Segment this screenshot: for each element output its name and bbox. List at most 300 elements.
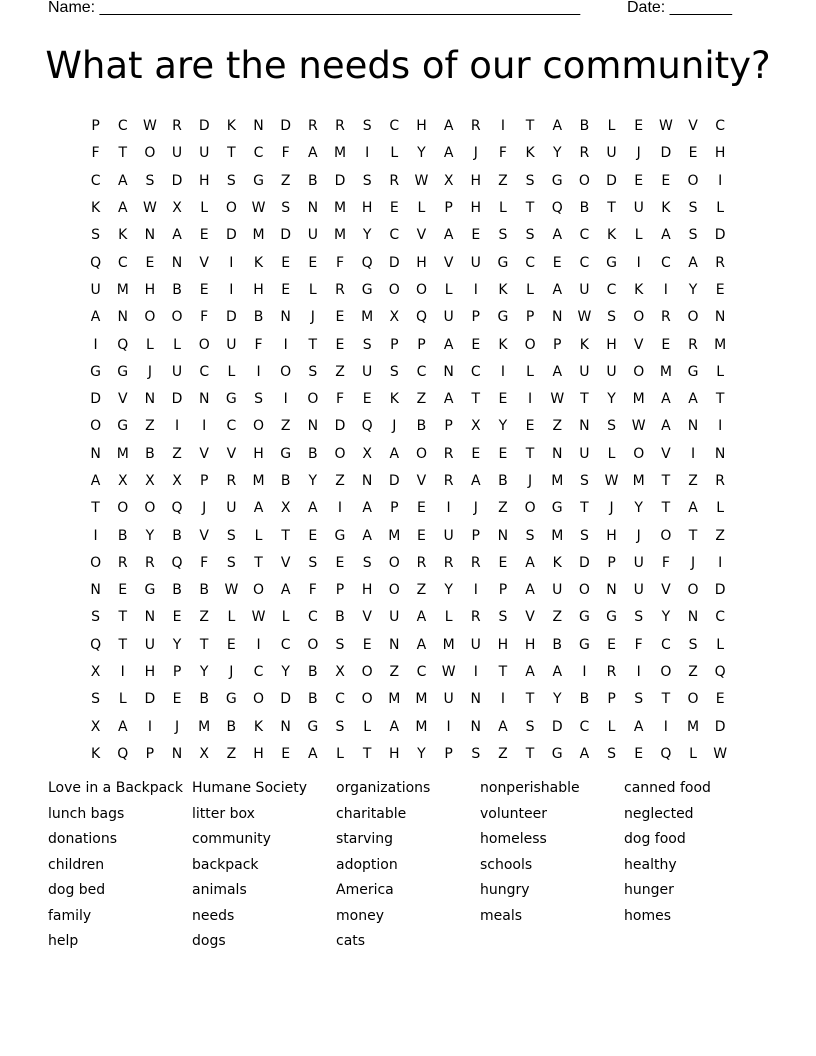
grid-letter[interactable]: E bbox=[199, 281, 209, 298]
grid-letter[interactable]: S bbox=[362, 336, 372, 353]
grid-letter[interactable]: J bbox=[690, 554, 696, 571]
grid-letter[interactable]: T bbox=[661, 691, 671, 708]
grid-letter[interactable]: C bbox=[715, 609, 726, 626]
grid-letter[interactable]: Q bbox=[361, 418, 373, 435]
grid-letter[interactable]: A bbox=[552, 664, 563, 681]
grid-letter[interactable]: N bbox=[90, 445, 101, 462]
grid-letter[interactable]: A bbox=[308, 145, 318, 162]
grid-letter[interactable]: U bbox=[633, 200, 644, 217]
grid-letter[interactable]: I bbox=[283, 391, 288, 408]
grid-letter[interactable]: A bbox=[443, 118, 454, 135]
grid-letter[interactable]: I bbox=[582, 664, 587, 681]
grid-letter[interactable]: D bbox=[388, 473, 400, 489]
grid-letter[interactable]: I bbox=[718, 554, 723, 571]
grid-letter[interactable]: Q bbox=[714, 664, 726, 681]
grid-letter[interactable]: W bbox=[631, 418, 646, 435]
grid-letter[interactable]: E bbox=[172, 609, 182, 626]
grid-letter[interactable]: M bbox=[252, 473, 265, 489]
grid-letter[interactable]: O bbox=[388, 582, 400, 599]
grid-letter[interactable]: S bbox=[226, 554, 236, 571]
grid-letter[interactable]: R bbox=[606, 664, 617, 681]
grid-letter[interactable]: X bbox=[389, 309, 400, 326]
grid-letter[interactable]: D bbox=[579, 554, 590, 571]
grid-letter[interactable]: N bbox=[90, 582, 101, 599]
grid-letter[interactable]: F bbox=[254, 336, 263, 353]
grid-letter[interactable]: I bbox=[718, 418, 723, 435]
grid-letter[interactable]: D bbox=[334, 172, 346, 189]
grid-letter[interactable]: C bbox=[280, 636, 291, 653]
grid-letter[interactable]: L bbox=[173, 336, 181, 353]
grid-letter[interactable]: Z bbox=[199, 609, 209, 626]
grid-letter[interactable]: K bbox=[579, 336, 589, 353]
grid-letter[interactable]: I bbox=[283, 336, 288, 353]
grid-letter[interactable]: O bbox=[687, 172, 699, 189]
grid-letter[interactable]: P bbox=[91, 118, 100, 135]
grid-letter[interactable]: U bbox=[171, 145, 183, 162]
grid-letter[interactable]: H bbox=[253, 281, 264, 298]
grid-letter[interactable]: K bbox=[634, 281, 644, 298]
grid-letter[interactable]: I bbox=[500, 118, 505, 135]
grid-letter[interactable]: E bbox=[281, 281, 291, 298]
grid-letter[interactable]: H bbox=[253, 445, 264, 462]
grid-letter[interactable]: B bbox=[226, 718, 237, 735]
grid-letter[interactable]: U bbox=[470, 636, 481, 653]
grid-letter[interactable]: S bbox=[91, 227, 101, 244]
grid-letter[interactable]: R bbox=[579, 145, 590, 162]
grid-letter[interactable]: S bbox=[579, 473, 589, 489]
grid-letter[interactable]: C bbox=[470, 363, 481, 380]
grid-letter[interactable]: Q bbox=[171, 554, 183, 571]
grid-letter[interactable]: H bbox=[606, 336, 617, 353]
grid-letter[interactable]: N bbox=[551, 309, 563, 326]
grid-letter[interactable]: J bbox=[636, 527, 641, 544]
grid-letter[interactable]: N bbox=[389, 636, 400, 653]
grid-letter[interactable]: A bbox=[443, 145, 454, 162]
grid-letter[interactable]: W bbox=[142, 118, 157, 135]
grid-letter[interactable]: I bbox=[636, 664, 641, 681]
grid-letter[interactable]: O bbox=[90, 554, 102, 571]
grid-letter[interactable]: P bbox=[390, 500, 399, 517]
grid-letter[interactable]: G bbox=[334, 527, 346, 544]
grid-letter[interactable]: X bbox=[280, 500, 291, 517]
grid-letter[interactable]: I bbox=[174, 418, 180, 435]
grid-letter[interactable]: V bbox=[280, 554, 291, 571]
grid-letter[interactable]: O bbox=[524, 336, 536, 353]
grid-letter[interactable]: A bbox=[117, 200, 128, 217]
grid-letter[interactable]: L bbox=[227, 609, 236, 626]
grid-letter[interactable]: R bbox=[416, 554, 427, 571]
grid-letter[interactable]: I bbox=[500, 691, 505, 708]
grid-letter[interactable]: W bbox=[224, 582, 239, 599]
grid-letter[interactable]: U bbox=[579, 363, 590, 380]
grid-letter[interactable]: C bbox=[253, 145, 264, 162]
grid-letter[interactable]: T bbox=[525, 118, 535, 135]
grid-letter[interactable]: A bbox=[498, 718, 508, 735]
grid-letter[interactable]: K bbox=[226, 118, 236, 135]
grid-letter[interactable]: C bbox=[389, 118, 400, 135]
grid-letter[interactable]: R bbox=[688, 336, 698, 353]
grid-letter[interactable]: F bbox=[661, 554, 670, 571]
grid-letter[interactable]: X bbox=[470, 418, 481, 435]
grid-letter[interactable]: O bbox=[633, 445, 645, 462]
grid-letter[interactable]: M bbox=[333, 227, 347, 244]
grid-letter[interactable]: J bbox=[473, 500, 478, 517]
grid-letter[interactable]: V bbox=[661, 445, 671, 462]
grid-letter[interactable]: O bbox=[117, 500, 129, 517]
grid-letter[interactable]: S bbox=[498, 227, 508, 244]
grid-letter[interactable]: A bbox=[688, 500, 698, 517]
grid-letter[interactable]: H bbox=[416, 254, 427, 271]
grid-letter[interactable]: Z bbox=[688, 473, 698, 489]
grid-letter[interactable]: I bbox=[500, 363, 505, 380]
grid-letter[interactable]: E bbox=[715, 691, 725, 708]
grid-letter[interactable]: S bbox=[308, 554, 318, 571]
grid-letter[interactable]: L bbox=[254, 527, 263, 544]
grid-letter[interactable]: O bbox=[660, 664, 672, 681]
grid-letter[interactable]: N bbox=[198, 391, 210, 408]
grid-letter[interactable]: C bbox=[715, 118, 726, 135]
grid-letter[interactable]: L bbox=[336, 745, 344, 762]
grid-letter[interactable]: E bbox=[335, 554, 345, 571]
grid-letter[interactable]: L bbox=[390, 145, 399, 162]
grid-letter[interactable]: T bbox=[362, 745, 372, 762]
grid-letter[interactable]: N bbox=[551, 445, 563, 462]
grid-letter[interactable]: N bbox=[579, 418, 590, 435]
grid-letter[interactable]: W bbox=[713, 745, 728, 762]
grid-letter[interactable]: E bbox=[281, 745, 291, 762]
grid-letter[interactable]: E bbox=[471, 227, 481, 244]
grid-letter[interactable]: H bbox=[361, 200, 373, 217]
grid-letter[interactable]: S bbox=[91, 609, 101, 626]
grid-letter[interactable]: B bbox=[308, 691, 318, 708]
grid-letter[interactable]: B bbox=[308, 445, 318, 462]
grid-letter[interactable]: T bbox=[281, 527, 290, 544]
grid-letter[interactable]: D bbox=[280, 227, 292, 244]
grid-letter[interactable]: A bbox=[90, 473, 101, 489]
grid-letter[interactable]: C bbox=[579, 254, 590, 271]
grid-letter[interactable]: H bbox=[198, 172, 210, 189]
grid-letter[interactable]: I bbox=[365, 145, 370, 162]
grid-letter[interactable]: D bbox=[144, 691, 156, 708]
grid-letter[interactable]: A bbox=[443, 391, 454, 408]
grid-letter[interactable]: S bbox=[226, 172, 236, 189]
grid-letter[interactable]: L bbox=[499, 200, 507, 217]
grid-letter[interactable]: N bbox=[144, 391, 156, 408]
grid-letter[interactable]: O bbox=[415, 445, 427, 462]
grid-letter[interactable]: S bbox=[335, 636, 345, 653]
grid-letter[interactable]: A bbox=[661, 227, 671, 244]
grid-letter[interactable]: Z bbox=[280, 418, 291, 435]
grid-letter[interactable]: N bbox=[470, 718, 481, 735]
grid-letter[interactable]: E bbox=[634, 745, 644, 762]
grid-letter[interactable]: I bbox=[690, 445, 696, 462]
grid-letter[interactable]: C bbox=[307, 609, 318, 626]
grid-letter[interactable]: B bbox=[172, 527, 182, 544]
grid-letter[interactable]: D bbox=[714, 718, 726, 735]
grid-letter[interactable]: L bbox=[716, 636, 725, 653]
grid-letter[interactable]: T bbox=[661, 500, 671, 517]
grid-letter[interactable]: B bbox=[579, 691, 590, 708]
grid-letter[interactable]: A bbox=[688, 391, 698, 408]
grid-letter[interactable]: M bbox=[714, 336, 727, 353]
grid-letter[interactable]: Y bbox=[444, 582, 453, 599]
grid-letter[interactable]: A bbox=[525, 664, 535, 681]
grid-letter[interactable]: X bbox=[90, 718, 101, 735]
grid-letter[interactable]: I bbox=[528, 391, 533, 408]
grid-letter[interactable]: T bbox=[661, 473, 671, 489]
grid-letter[interactable]: Q bbox=[171, 500, 183, 517]
grid-letter[interactable]: M bbox=[388, 691, 401, 708]
grid-letter[interactable]: I bbox=[636, 254, 641, 271]
grid-letter[interactable]: U bbox=[552, 582, 563, 599]
grid-letter[interactable]: G bbox=[117, 363, 129, 380]
grid-letter[interactable]: P bbox=[172, 664, 182, 681]
grid-letter[interactable]: O bbox=[144, 500, 156, 517]
grid-letter[interactable]: X bbox=[117, 473, 128, 489]
grid-letter[interactable]: S bbox=[145, 172, 155, 189]
grid-letter[interactable]: U bbox=[199, 145, 210, 162]
grid-letter[interactable]: H bbox=[416, 118, 427, 135]
grid-letter[interactable]: L bbox=[607, 118, 616, 135]
grid-letter[interactable]: O bbox=[253, 691, 265, 708]
grid-letter[interactable]: B bbox=[117, 527, 128, 544]
grid-letter[interactable]: N bbox=[443, 363, 454, 380]
grid-letter[interactable]: B bbox=[145, 445, 155, 462]
grid-letter[interactable]: E bbox=[498, 554, 508, 571]
grid-letter[interactable]: M bbox=[333, 145, 347, 162]
grid-letter[interactable]: S bbox=[471, 745, 481, 762]
grid-letter[interactable]: S bbox=[688, 227, 698, 244]
grid-letter[interactable]: Q bbox=[361, 254, 373, 271]
grid-letter[interactable]: S bbox=[525, 718, 535, 735]
grid-letter[interactable]: S bbox=[308, 363, 318, 380]
grid-letter[interactable]: E bbox=[417, 527, 426, 544]
grid-letter[interactable]: T bbox=[498, 664, 508, 681]
grid-letter[interactable]: A bbox=[688, 254, 698, 271]
grid-letter[interactable]: C bbox=[335, 691, 345, 708]
grid-letter[interactable]: A bbox=[470, 473, 481, 489]
grid-letter[interactable]: A bbox=[308, 745, 318, 762]
grid-letter[interactable]: B bbox=[172, 281, 182, 298]
grid-letter[interactable]: D bbox=[225, 227, 237, 244]
grid-letter[interactable]: S bbox=[389, 363, 399, 380]
grid-letter[interactable]: F bbox=[308, 582, 317, 599]
grid-letter[interactable]: H bbox=[524, 636, 536, 653]
grid-letter[interactable]: E bbox=[634, 172, 644, 189]
grid-letter[interactable]: I bbox=[473, 582, 478, 599]
grid-letter[interactable]: M bbox=[442, 636, 455, 653]
grid-letter[interactable]: J bbox=[636, 145, 641, 162]
grid-letter[interactable]: K bbox=[118, 227, 128, 244]
grid-letter[interactable]: L bbox=[716, 200, 725, 217]
grid-letter[interactable]: R bbox=[443, 473, 454, 489]
grid-letter[interactable]: U bbox=[226, 336, 237, 353]
grid-letter[interactable]: W bbox=[550, 391, 565, 408]
grid-letter[interactable]: U bbox=[171, 363, 183, 380]
grid-letter[interactable]: Y bbox=[281, 664, 290, 681]
grid-letter[interactable]: W bbox=[142, 200, 157, 217]
grid-letter[interactable]: O bbox=[144, 145, 156, 162]
grid-letter[interactable]: G bbox=[90, 363, 101, 380]
grid-letter[interactable]: Z bbox=[688, 664, 698, 681]
grid-letter[interactable]: J bbox=[310, 309, 315, 326]
grid-letter[interactable]: D bbox=[198, 118, 210, 135]
grid-letter[interactable]: L bbox=[526, 281, 534, 298]
grid-letter[interactable]: N bbox=[253, 118, 264, 135]
grid-letter[interactable]: T bbox=[580, 391, 589, 408]
grid-letter[interactable]: C bbox=[90, 172, 101, 189]
grid-letter[interactable]: B bbox=[199, 691, 209, 708]
grid-letter[interactable]: G bbox=[361, 281, 373, 298]
grid-letter[interactable]: D bbox=[714, 227, 726, 244]
grid-letter[interactable]: O bbox=[225, 200, 237, 217]
grid-letter[interactable]: E bbox=[308, 254, 318, 271]
grid-letter[interactable]: L bbox=[444, 609, 453, 626]
grid-letter[interactable]: T bbox=[227, 145, 236, 162]
grid-letter[interactable]: D bbox=[90, 391, 101, 408]
grid-letter[interactable]: N bbox=[171, 254, 183, 271]
grid-letter[interactable]: O bbox=[660, 527, 672, 544]
grid-letter[interactable]: J bbox=[392, 418, 397, 435]
grid-letter[interactable]: Q bbox=[90, 636, 102, 653]
grid-letter[interactable]: S bbox=[362, 118, 372, 135]
grid-letter[interactable]: F bbox=[200, 554, 209, 571]
grid-letter[interactable]: A bbox=[633, 718, 644, 735]
grid-letter[interactable]: Q bbox=[117, 336, 129, 353]
grid-letter[interactable]: J bbox=[528, 473, 533, 489]
grid-letter[interactable]: P bbox=[444, 418, 453, 435]
grid-letter[interactable]: T bbox=[118, 636, 128, 653]
grid-letter[interactable]: I bbox=[229, 281, 234, 298]
grid-letter[interactable]: O bbox=[280, 363, 292, 380]
grid-letter[interactable]: T bbox=[525, 200, 535, 217]
grid-letter[interactable]: P bbox=[390, 336, 399, 353]
grid-letter[interactable]: K bbox=[253, 718, 264, 735]
grid-letter[interactable]: I bbox=[446, 500, 451, 517]
grid-letter[interactable]: G bbox=[225, 691, 237, 708]
grid-letter[interactable]: O bbox=[388, 281, 400, 298]
grid-letter[interactable]: S bbox=[525, 172, 535, 189]
grid-letter[interactable]: L bbox=[281, 609, 290, 626]
grid-letter[interactable]: G bbox=[225, 391, 237, 408]
grid-letter[interactable]: B bbox=[199, 582, 209, 599]
grid-letter[interactable]: M bbox=[116, 281, 129, 298]
grid-letter[interactable]: S bbox=[226, 527, 236, 544]
grid-letter[interactable]: H bbox=[606, 527, 617, 544]
grid-letter[interactable]: D bbox=[280, 691, 292, 708]
grid-letter[interactable]: W bbox=[414, 172, 429, 189]
grid-letter[interactable]: P bbox=[417, 336, 426, 353]
grid-letter[interactable]: C bbox=[525, 254, 535, 271]
grid-letter[interactable]: T bbox=[525, 745, 535, 762]
grid-letter[interactable]: V bbox=[416, 227, 427, 244]
grid-letter[interactable]: H bbox=[144, 281, 156, 298]
grid-letter[interactable]: V bbox=[199, 445, 209, 462]
grid-letter[interactable]: A bbox=[552, 118, 563, 135]
grid-letter[interactable]: U bbox=[443, 309, 454, 326]
grid-letter[interactable]: I bbox=[718, 172, 723, 189]
grid-letter[interactable]: N bbox=[307, 418, 319, 435]
grid-letter[interactable]: O bbox=[198, 336, 210, 353]
grid-letter[interactable]: A bbox=[117, 172, 128, 189]
grid-letter[interactable]: S bbox=[498, 609, 508, 626]
grid-letter[interactable]: D bbox=[334, 418, 346, 435]
grid-letter[interactable]: K bbox=[90, 745, 101, 762]
grid-letter[interactable]: J bbox=[229, 664, 234, 681]
grid-letter[interactable]: A bbox=[308, 500, 318, 517]
grid-letter[interactable]: Z bbox=[280, 172, 291, 189]
grid-letter[interactable]: C bbox=[226, 418, 237, 435]
grid-letter[interactable]: E bbox=[389, 200, 399, 217]
grid-letter[interactable]: L bbox=[716, 363, 725, 380]
grid-letter[interactable]: Y bbox=[607, 391, 616, 408]
grid-letter[interactable]: C bbox=[660, 254, 671, 271]
grid-letter[interactable]: L bbox=[363, 718, 372, 735]
grid-letter[interactable]: P bbox=[199, 473, 209, 489]
grid-letter[interactable]: J bbox=[473, 145, 478, 162]
grid-letter[interactable]: T bbox=[254, 554, 263, 571]
grid-letter[interactable]: J bbox=[202, 500, 207, 517]
grid-letter[interactable]: C bbox=[660, 636, 671, 653]
grid-letter[interactable]: U bbox=[90, 281, 101, 298]
grid-letter[interactable]: M bbox=[659, 363, 672, 380]
grid-letter[interactable]: F bbox=[281, 145, 290, 162]
grid-letter[interactable]: C bbox=[117, 254, 128, 271]
grid-letter[interactable]: Y bbox=[498, 418, 508, 435]
grid-letter[interactable]: K bbox=[253, 254, 264, 271]
grid-letter[interactable]: E bbox=[607, 636, 616, 653]
grid-letter[interactable]: B bbox=[498, 473, 508, 489]
grid-letter[interactable]: T bbox=[580, 500, 589, 517]
grid-letter[interactable]: E bbox=[715, 281, 725, 298]
grid-letter[interactable]: Z bbox=[552, 609, 563, 626]
grid-letter[interactable]: R bbox=[715, 473, 726, 489]
grid-letter[interactable]: E bbox=[362, 391, 372, 408]
grid-letter[interactable]: O bbox=[144, 309, 156, 326]
grid-letter[interactable]: M bbox=[551, 473, 564, 489]
grid-letter[interactable]: A bbox=[443, 227, 454, 244]
grid-letter[interactable]: E bbox=[525, 418, 535, 435]
grid-letter[interactable]: N bbox=[280, 718, 291, 735]
grid-letter[interactable]: M bbox=[415, 691, 428, 708]
grid-letter[interactable]: N bbox=[361, 473, 373, 489]
grid-letter[interactable]: W bbox=[251, 609, 266, 626]
grid-letter[interactable]: H bbox=[253, 745, 264, 762]
grid-letter[interactable]: S bbox=[362, 554, 372, 571]
grid-letter[interactable]: O bbox=[578, 172, 590, 189]
grid-letter[interactable]: N bbox=[687, 609, 699, 626]
grid-letter[interactable]: V bbox=[226, 445, 237, 462]
grid-letter[interactable]: F bbox=[634, 636, 643, 653]
grid-letter[interactable]: S bbox=[362, 172, 372, 189]
grid-letter[interactable]: O bbox=[307, 391, 319, 408]
grid-letter[interactable]: I bbox=[663, 281, 668, 298]
grid-letter[interactable]: O bbox=[334, 445, 346, 462]
grid-letter[interactable]: O bbox=[415, 281, 427, 298]
grid-letter[interactable]: L bbox=[227, 363, 236, 380]
grid-letter[interactable]: B bbox=[280, 473, 291, 489]
grid-letter[interactable]: F bbox=[335, 254, 345, 271]
grid-letter[interactable]: S bbox=[525, 227, 535, 244]
grid-letter[interactable]: W bbox=[658, 118, 673, 135]
grid-letter[interactable]: I bbox=[663, 718, 668, 735]
grid-letter[interactable]: A bbox=[661, 391, 671, 408]
grid-letter[interactable]: Z bbox=[498, 745, 508, 762]
grid-letter[interactable]: V bbox=[117, 391, 128, 408]
grid-letter[interactable]: A bbox=[362, 500, 372, 517]
grid-letter[interactable]: R bbox=[470, 118, 481, 135]
grid-letter[interactable]: D bbox=[606, 172, 617, 189]
